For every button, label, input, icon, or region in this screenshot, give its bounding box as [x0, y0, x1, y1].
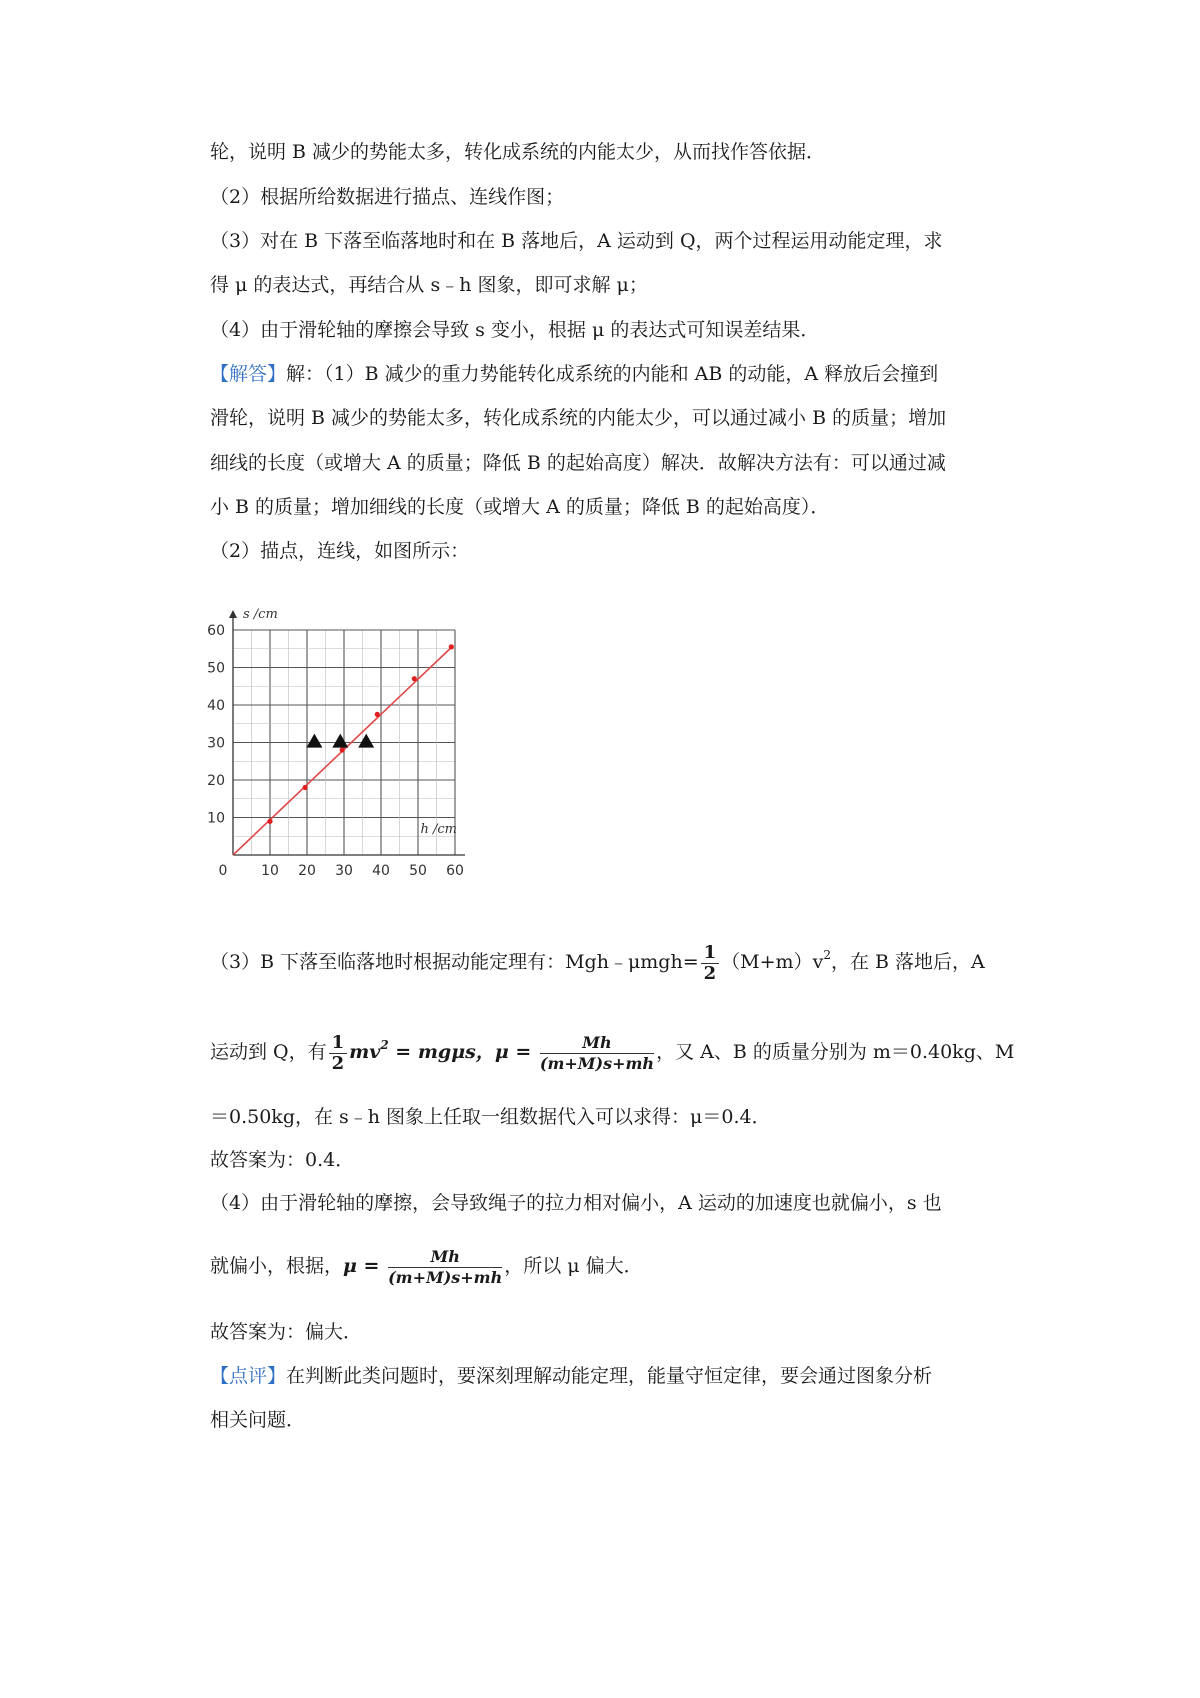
x-axis-label: h /cm: [420, 822, 457, 837]
square-exponent: 2: [823, 948, 831, 962]
x-tick-label: 20: [298, 863, 316, 879]
answer-tag: 【解答】: [210, 363, 287, 385]
data-point: [267, 819, 272, 824]
comment-tag: 【点评】: [210, 1365, 287, 1387]
mu-symbol: μ =: [494, 1041, 538, 1063]
x-tick-label: 50: [409, 863, 427, 879]
triangle-marker: [332, 734, 348, 748]
fraction-denominator: (m+M)s+mh: [539, 1053, 655, 1073]
text-line: （4）由于滑轮轴的摩擦会导致 s 变小，根据 μ 的表达式可知误差结果．: [210, 319, 820, 341]
answer-line: [210, 362, 938, 386]
text-line: ＝0.50kg，在 s﹣h 图象上任取一组数据代入可以求得：μ＝0.4．: [210, 1106, 771, 1128]
square-exponent: 2: [380, 1038, 389, 1052]
text-line: （2）描点，连线，如图所示：: [210, 540, 470, 562]
fraction-numerator: Mh: [388, 1247, 502, 1268]
math-span: mv: [349, 1041, 381, 1063]
text-line: 相关问题．: [210, 1409, 306, 1431]
s-h-chart: [207, 607, 505, 900]
triangle-marker: [358, 734, 374, 748]
text-span: ，所以 μ 偏大．: [504, 1255, 643, 1277]
text-line: 故答案为：偏大．: [210, 1321, 363, 1343]
y-axis-label: s /cm: [243, 607, 278, 622]
text-span: （M+m）v: [721, 951, 824, 973]
data-point: [449, 644, 454, 649]
data-point: [412, 676, 417, 681]
fraction-numerator: 1: [329, 1033, 348, 1054]
mu-symbol: μ =: [343, 1255, 387, 1277]
x-tick-label: 30: [335, 863, 353, 879]
mu-fraction: [540, 1033, 654, 1074]
text-line: 细线的长度（或增大 A 的质量；降低 B 的起始高度）解决．故解决方法有：可以通过减: [210, 452, 946, 474]
fraction-denominator: 2: [703, 962, 717, 984]
text-line: （4）由于滑轮轴的摩擦，会导致绳子的拉力相对偏小，A 运动的加速度也就偏小，s 也: [210, 1192, 942, 1214]
formula-line: [210, 1028, 1014, 1076]
text-span: 解：（1）B 减少的重力势能转化成系统的内能和 AB 的动能，A 释放后会撞到: [286, 363, 939, 385]
text-span: （3）B 下落至临落地时根据动能定理有：Mgh﹣μmgh=: [210, 951, 699, 973]
data-point: [340, 747, 345, 752]
text-span: ，在 B 落地后，A: [830, 951, 985, 973]
fraction-numerator: Mh: [540, 1033, 654, 1054]
y-tick-label: 60: [207, 623, 225, 639]
math-span: = mgμs，: [388, 1041, 495, 1063]
text-span: 就偏小，根据，: [210, 1255, 344, 1277]
text-line: （2）根据所给数据进行描点、连线作图；: [210, 186, 565, 208]
text-span: ，又 A、B 的质量分别为 m＝0.40kg、M: [656, 1041, 1015, 1063]
x-tick-label: 10: [261, 863, 279, 879]
formula-line: [210, 940, 985, 984]
x-tick-label: 0: [218, 863, 228, 879]
text-span: 运动到 Q，有: [210, 1041, 327, 1063]
fraction-numerator: 1: [701, 943, 720, 964]
data-point: [303, 785, 308, 790]
y-axis-arrow: [229, 610, 237, 618]
text-span: 在判断此类问题时，要深刻理解动能定理，能量守恒定律，要会通过图象分析: [286, 1365, 933, 1387]
text-line: 滑轮，说明 B 减少的势能太多，转化成系统的内能太少，可以通过减小 B 的质量；增加: [210, 407, 947, 429]
fraction-denominator: 2: [331, 1052, 345, 1074]
mu-fraction: [388, 1247, 502, 1288]
y-tick-label: 30: [207, 735, 225, 752]
y-tick-label: 10: [207, 810, 225, 827]
fraction-denominator: (m+M)s+mh: [388, 1267, 503, 1287]
half-fraction: [701, 943, 720, 984]
half-fraction: [329, 1033, 348, 1074]
data-point: [375, 712, 380, 717]
triangle-marker: [306, 734, 322, 748]
text-line: 得 μ 的表达式，再结合从 s﹣h 图象，即可求解 μ；: [210, 274, 648, 296]
text-line: （3）对在 B 下落至临落地时和在 B 落地后，A 运动到 Q，两个过程运用动能定理，求: [210, 230, 943, 252]
formula-line: [210, 1242, 643, 1290]
y-tick-label: 40: [207, 698, 225, 714]
x-tick-label: 40: [372, 863, 390, 879]
y-tick-label: 50: [207, 660, 225, 677]
text-line: 小 B 的质量；增加细线的长度（或增大 A 的质量；降低 B 的起始高度）．: [210, 496, 830, 518]
text-line: 故答案为：0.4．: [210, 1149, 355, 1171]
y-tick-label: 20: [207, 773, 225, 789]
text-line: 轮，说明 B 减少的势能太多，转化成系统的内能太少，从而找作答依据．: [210, 141, 826, 163]
comment-line: [210, 1364, 932, 1388]
x-tick-label: 60: [446, 863, 464, 879]
